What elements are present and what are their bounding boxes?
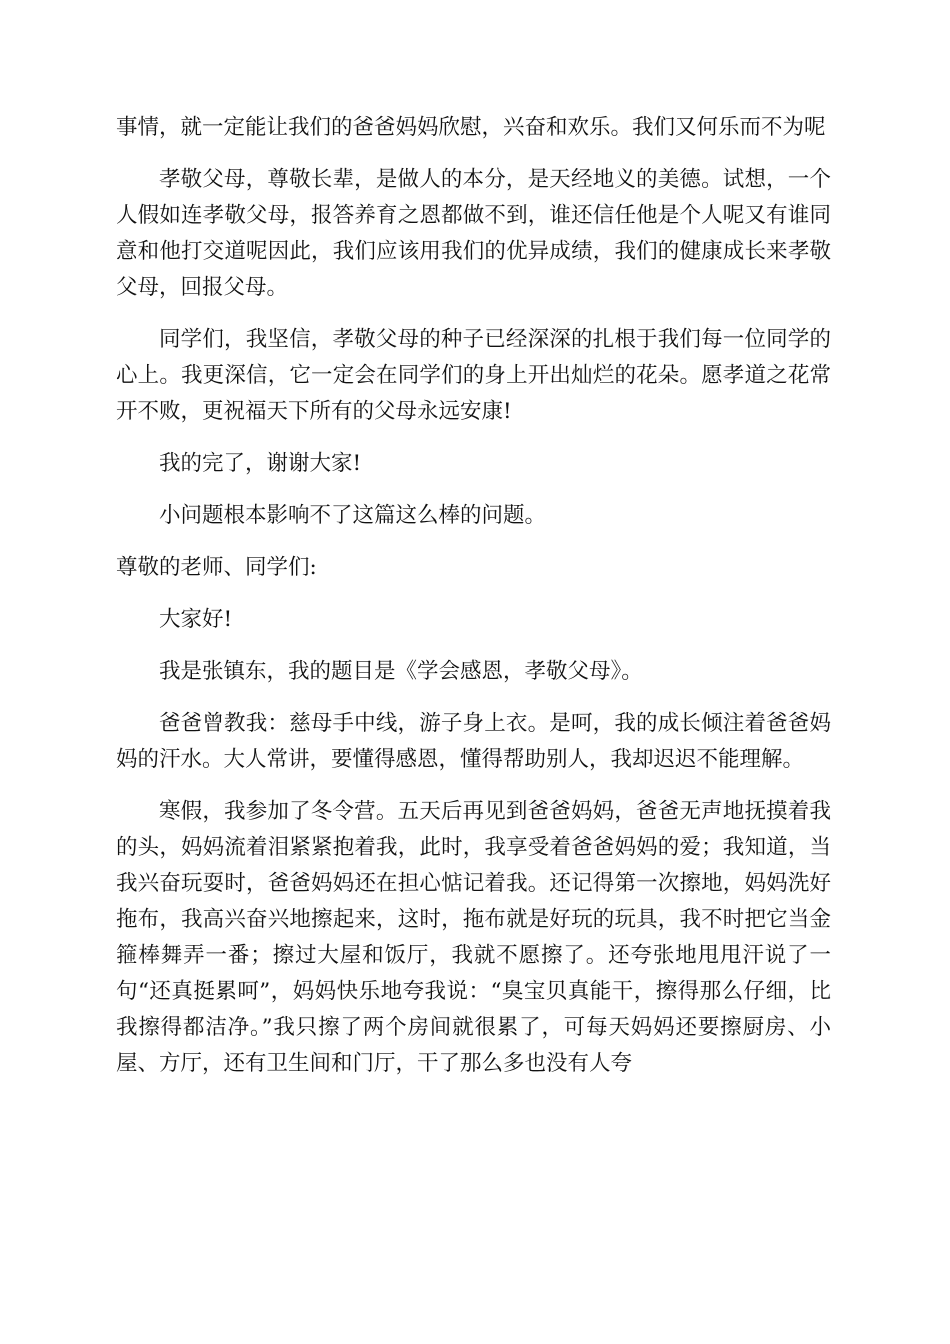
- paragraph-10: 寒假，我参加了冬令营。五天后再见到爸爸妈妈，爸爸无声地抚摸着我的头，妈妈流着泪紧紧抱着我，此时，我享受着爸爸妈妈的爱；我知道，当我兴奋玩耍时，爸爸妈妈还在担心惦记着我。还记得第一次擦地，妈妈洗好拖布，我高兴奋兴地擦起来，这时，拖布就是好玩的玩具，我不时把它当金箍棒舞弄一番；擦过大屋和饭厅，我就不愿擦了。还夸张地甩甩汗说了一句“还真挺累呵”，妈妈快乐地夸我说：“臭宝贝真能干，擦得那么仔细，比我擦得都洁净。”我只擦了两个房间就很累了，可每天妈妈还要擦厨房、小屋、方厅，还有卫生间和门厅，干了那么多也没有人夸: [116, 799, 831, 1076]
- paragraph-2: 孝敬父母，尊敬长辈，是做人的本分，是天经地义的美德。试想，一个人假如连孝敬父母，报答养育之恩都做不到，谁还信任他是个人呢又有谁同意和他打交道呢因此，我们应该用我们的优异成绩，我们的健康成长来孝敬父母，回报父母。: [116, 167, 831, 300]
- paragraph-4: 我的完了，谢谢大家!: [159, 451, 362, 476]
- paragraph-8: 我是张镇东，我的题目是《学会感恩，孝敬父母》。: [159, 659, 643, 684]
- paragraph-1: 事情，就一定能让我们的爸爸妈妈欣慰，兴奋和欢乐。我们又何乐而不为呢: [116, 115, 826, 140]
- document-body: [116, 110, 831, 1082]
- paragraph-9: 爸爸曾教我：慈母手中线，游子身上衣。是呵，我的成长倾注着爸爸妈妈的汗水。大人常讲，要懂得感恩，懂得帮助别人，我却迟迟不能理解。: [116, 711, 831, 772]
- paragraph-6: 尊敬的老师、同学们:: [116, 555, 317, 580]
- paragraph-3: 同学们，我坚信，孝敬父母的种子已经深深的扎根于我们每一位同学的心上。我更深信，它一定会在同学们的身上开出灿烂的花朵。愿孝道之花常开不败，更祝福天下所有的父母永远安康!: [116, 327, 831, 424]
- paragraph-5: 小问题根本影响不了这篇这么棒的问题。: [159, 503, 547, 528]
- paragraph-7: 大家好!: [159, 607, 233, 632]
